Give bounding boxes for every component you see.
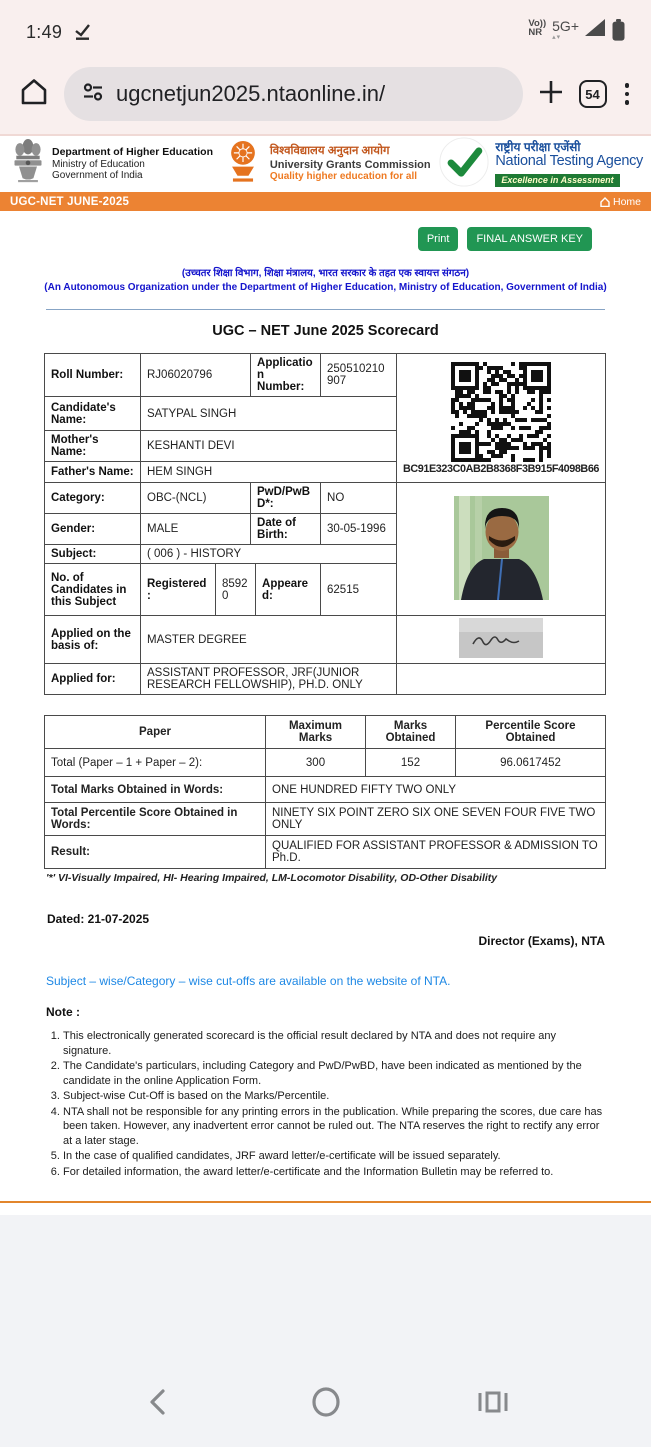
application-number: 250510210907 — [321, 354, 397, 397]
table-row: Applied on the basis of: MASTER DEGREE — [45, 616, 606, 664]
final-answer-key-button[interactable]: FINAL ANSWER KEY — [467, 227, 592, 251]
subject: ( 006 ) - HISTORY — [141, 545, 397, 564]
ugc-logo-icon — [222, 138, 264, 191]
qr-code-value: BC91E323C0AB2B8368F3B915F4098B66 — [402, 462, 600, 475]
table-row: Total (Paper – 1 + Paper – 2): 300 152 96.0617452 — [45, 749, 606, 777]
header-divider — [46, 309, 605, 310]
dept-logo-block — [10, 137, 213, 192]
qr-code — [451, 362, 551, 462]
dept-title: Department of Higher Education — [52, 146, 214, 159]
status-bar — [0, 0, 651, 54]
applied-basis: MASTER DEGREE — [141, 616, 397, 664]
url-bar[interactable] — [64, 67, 523, 121]
percentile-in-words: NINETY SIX POINT ZERO SIX ONE SEVEN FOUR FIVE TWO ONLY — [266, 803, 606, 836]
clock: 1:49 — [26, 21, 63, 42]
india-emblem-icon — [10, 137, 46, 192]
list-item: 6. For detailed information, the award letter/e-certificate and the Information Bulletin may be referred to. — [63, 1165, 605, 1180]
category: OBC-(NCL) — [141, 483, 251, 514]
home-button[interactable] — [18, 76, 50, 113]
signature-cell — [397, 616, 606, 664]
maximum-marks: 300 — [266, 749, 366, 777]
list-item: 3. Subject-wise Cut-Off is based on the Marks/Percentile. — [63, 1089, 605, 1104]
table-row: Father's Name: HEM SINGH — [45, 462, 606, 483]
signal-strength-icon — [585, 19, 606, 41]
father-name: HEM SINGH — [141, 462, 397, 483]
table-row: No. of Candidates in this Subject Registered: 85920 Appeared: 62515 — [45, 564, 606, 616]
cutoff-info-link[interactable]: Subject – wise/Category – wise cut-offs are available on the website of NTA. — [46, 974, 451, 988]
marks-obtained: 152 — [366, 749, 456, 777]
candidate-signature — [459, 618, 543, 658]
nta-tagline: Excellence in Assessment — [495, 174, 619, 187]
photo-cell — [397, 483, 606, 616]
table-row: Candidate's Name: SATYPAL SINGH — [45, 397, 606, 431]
nta-name-hindi: राष्ट्रीय परीक्षा एजेंसी — [495, 139, 581, 154]
qr-cell — [397, 354, 606, 483]
ugc-logo-block — [222, 138, 431, 191]
note-heading: Note : — [46, 1005, 80, 1019]
autonomous-line-english: (An Autonomous Organization under the Department of Higher Education, Ministry of Education, Government of India) — [44, 282, 607, 293]
table-row: Subject: ( 006 ) - HISTORY — [45, 545, 606, 564]
notes-list — [46, 1029, 605, 1179]
table-row: Category: OBC-(NCL) PwD/PwBD*: NO — [45, 483, 606, 514]
browser-toolbar — [0, 54, 651, 134]
empty-cell — [397, 664, 606, 695]
candidate-info-table — [44, 353, 606, 695]
applied-for: ASSISTANT PROFESSOR, JRF(JUNIOR RESEARCH FELLOWSHIP), PH.D. ONLY — [141, 664, 397, 695]
percentile-score: 96.0617452 — [456, 749, 606, 777]
exam-banner — [0, 192, 651, 211]
site-settings-icon[interactable] — [82, 81, 104, 108]
ugc-name-hindi: विश्वविद्यालय अनुदान आयोग — [269, 145, 390, 158]
candidate-name: SATYPAL SINGH — [141, 397, 397, 431]
autonomous-line-hindi: (उच्चतर शिक्षा विभाग, शिक्षा मंत्रालय, भारत सरकार के तहत एक स्वायत्त संगठन) — [181, 268, 470, 279]
marks-table — [44, 715, 606, 869]
gender: MALE — [141, 514, 251, 545]
site-header — [0, 136, 651, 192]
table-row: Total Marks Obtained in Words: ONE HUNDRED FIFTY TWO ONLY — [45, 777, 606, 803]
dept-ministry: Ministry of Education — [52, 158, 145, 170]
scorecard-title: UGC – NET June 2025 Scorecard — [212, 323, 439, 339]
dated-line: Dated: 21-07-2025 — [47, 912, 150, 926]
exam-title: UGC-NET JUNE-2025 — [10, 195, 130, 208]
android-nav-bar — [0, 1371, 651, 1447]
roll-number: RJ06020796 — [141, 354, 251, 397]
battery-icon — [612, 19, 625, 46]
recent-apps-button[interactable] — [473, 1382, 513, 1422]
footer-divider — [0, 1201, 651, 1203]
marks-in-words: ONE HUNDRED FIFTY TWO ONLY — [266, 777, 606, 803]
viewport-filler — [0, 1215, 651, 1371]
home-nav-button[interactable] — [306, 1382, 346, 1422]
table-row: Total Percentile Score Obtained in Words: NINETY SIX POINT ZERO SIX ONE SEVEN FOUR FIVE TWO ONLY — [45, 803, 606, 836]
dept-govt: Government of India — [52, 170, 143, 182]
home-small-icon — [600, 197, 610, 207]
nta-logo-icon — [439, 137, 489, 192]
table-row: Mother's Name: KESHANTI DEVI — [45, 431, 606, 462]
back-button[interactable] — [138, 1382, 178, 1422]
data-activity-arrows: ▴▾ — [552, 33, 562, 41]
print-button[interactable]: Print — [418, 227, 459, 251]
table-row: Gender: MALE Date of Birth: 30-05-1996 — [45, 514, 606, 545]
appeared-count: 62515 — [321, 564, 397, 616]
nta-logo-block — [439, 137, 643, 192]
list-item: 5. In the case of qualified candidates, JRF award letter/e-certificate will be issued separately. — [63, 1149, 605, 1164]
disability-footnote: '*' VI-Visually Impaired, HI- Hearing Impaired, LM-Locomotor Disability, OD-Other Disability — [46, 872, 498, 884]
date-of-birth: 30-05-1996 — [321, 514, 397, 545]
list-item: 1. This electronically generated scorecard is the official result declared by NTA and does not require any signature. — [63, 1029, 605, 1058]
nta-name: National Testing Agency — [495, 152, 643, 169]
home-link[interactable]: Home — [600, 196, 641, 208]
pwd-value: NO — [321, 483, 397, 514]
table-row: Applied for: ASSISTANT PROFESSOR, JRF(JUNIOR RESEARCH FELLOWSHIP), PH.D. ONLY — [45, 664, 606, 695]
download-done-icon — [72, 22, 92, 42]
ugc-name: University Grants Commission — [269, 158, 431, 171]
network-type: 5G+ ▴▾ — [552, 17, 579, 41]
vonr-indicator: Vo)) NR — [528, 17, 547, 39]
browser-menu-button[interactable] — [621, 79, 634, 109]
new-tab-button[interactable] — [537, 78, 565, 111]
tab-switcher-button[interactable]: 54 — [579, 80, 607, 108]
result: QUALIFIED FOR ASSISTANT PROFESSOR & ADMISSION TO Ph.D. — [266, 836, 606, 869]
list-item: 2. The Candidate's particulars, including Category and PwD/PwBD, have been indicated as mentioned by the candidate in the online Application Form. — [63, 1059, 605, 1088]
candidate-photo — [454, 496, 549, 600]
table-row: Paper Maximum Marks Marks Obtained Percentile Score Obtained — [45, 716, 606, 749]
ugc-tagline: Quality higher education for all — [269, 171, 418, 183]
url-text[interactable]: ugcnetjun2025.ntaonline.in/ — [116, 81, 386, 106]
list-item: 4. NTA shall not be responsible for any printing errors in the publication. While preparing the scores, due care has been taken. However, any inadvertent error cannot be ruled out. The NTA reserves the right to rectify any error at a later stage. — [63, 1105, 605, 1149]
table-row: Result: QUALIFIED FOR ASSISTANT PROFESSOR & ADMISSION TO Ph.D. — [45, 836, 606, 869]
table-row: Roll Number: RJ06020796 Application Number: 250510210907 BC91E323C0AB2B8368F3B915F4098B66 — [45, 354, 606, 397]
registered-count: 85920 — [216, 564, 256, 616]
scorecard-content — [0, 227, 651, 1215]
mother-name: KESHANTI DEVI — [141, 431, 397, 462]
webpage — [0, 134, 651, 1215]
director-signoff: Director (Exams), NTA — [478, 934, 605, 948]
